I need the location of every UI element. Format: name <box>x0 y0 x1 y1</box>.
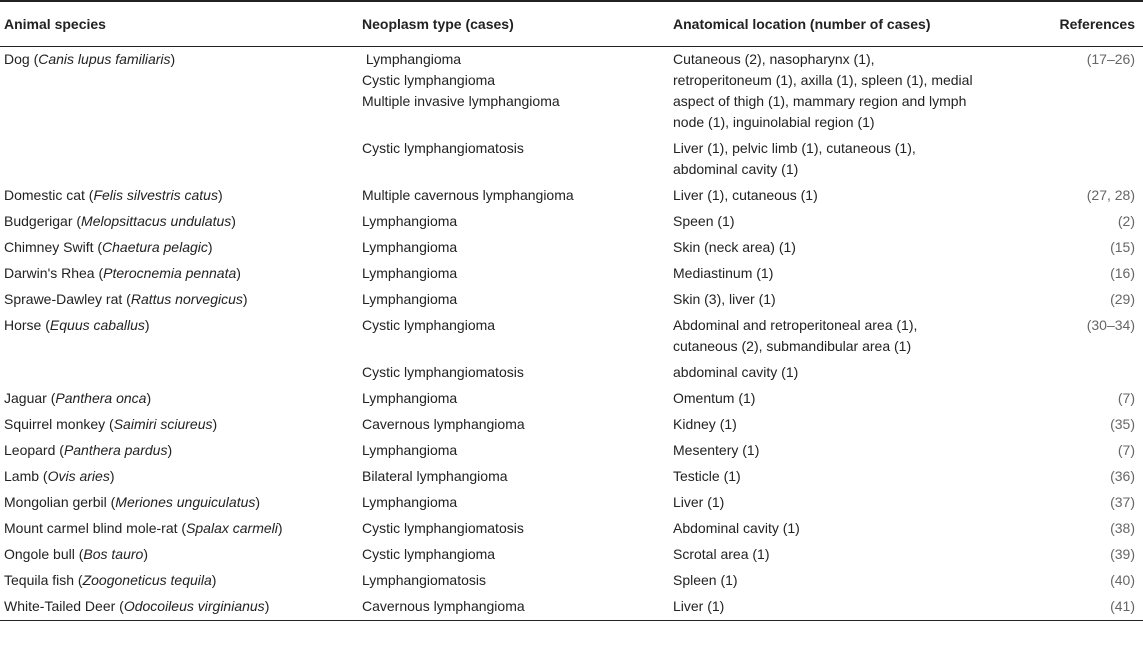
table-row <box>0 47 1143 137</box>
species-close-paren: ) <box>255 494 261 510</box>
species-common-name: Chimney Swift ( <box>4 239 103 255</box>
neoplasm-line: Lymphangioma <box>362 213 458 229</box>
species-close-paren: ) <box>277 520 283 536</box>
location-cell <box>669 235 1017 261</box>
header-location: Anatomical location (number of cases) <box>669 1 1017 47</box>
table-row <box>0 438 1143 464</box>
neoplasm-line: Lymphangioma <box>362 291 458 307</box>
location-cell <box>669 386 1017 412</box>
species-close-paren: ) <box>143 546 148 562</box>
neoplasm-cell <box>358 516 669 542</box>
table-row <box>0 568 1143 594</box>
species-close-paren: ) <box>207 239 213 255</box>
neoplasm-cell <box>358 568 669 594</box>
reference-cell[interactable]: (40) <box>1110 572 1135 588</box>
location-cell <box>669 360 1017 386</box>
species-close-paren: ) <box>212 416 218 432</box>
species-common-name: Jaguar ( <box>4 390 56 406</box>
species-name <box>4 468 114 484</box>
reference-cell[interactable]: (29) <box>1110 291 1135 307</box>
location-cell <box>669 412 1017 438</box>
location-line: abdominal cavity (1) <box>673 161 799 177</box>
species-cell <box>0 287 358 313</box>
location-line: Speen (1) <box>673 213 735 229</box>
species-close-paren: ) <box>146 390 152 406</box>
reference-cell[interactable]: (41) <box>1017 594 1143 621</box>
reference-cell[interactable]: (35) <box>1110 416 1135 432</box>
header-references: References <box>1017 1 1143 47</box>
neoplasm-line: Cavernous lymphangioma <box>362 416 525 432</box>
reference-cell[interactable]: (17–26) <box>1086 51 1135 67</box>
location-cell <box>669 464 1017 490</box>
neoplasm-cell <box>358 594 669 621</box>
species-common-name: Dog ( <box>4 51 39 67</box>
species-close-paren: ) <box>242 291 248 307</box>
reference-cell[interactable]: (27, 28) <box>1086 187 1135 203</box>
table-row <box>0 183 1143 209</box>
location-line: Abdominal and retroperitoneal area (1), <box>673 317 918 333</box>
species-common-name: Mongolian gerbil ( <box>4 494 116 510</box>
location-cell <box>669 183 1017 209</box>
species-name <box>4 265 241 281</box>
neoplasm-line: Lymphangioma <box>362 265 458 281</box>
species-close-paren: ) <box>144 317 150 333</box>
reference-cell[interactable] <box>1017 360 1143 386</box>
table-body <box>0 47 1143 621</box>
species-name <box>4 572 216 588</box>
species-scientific-name: Meriones unguiculatus <box>115 494 256 510</box>
neoplasm-cell <box>358 360 669 386</box>
location-line: Mesentery (1) <box>673 442 760 458</box>
species-scientific-name: Chaetura pelagic <box>102 239 208 255</box>
neoplasm-cell <box>358 464 669 490</box>
species-scientific-name: Melopsittacus undulatus <box>81 213 232 229</box>
location-cell <box>669 516 1017 542</box>
species-name <box>4 239 213 255</box>
table-row <box>0 464 1143 490</box>
location-line: cutaneous (2), submandibular area (1) <box>673 338 912 354</box>
species-close-paren: ) <box>170 51 176 67</box>
species-cell <box>0 360 358 386</box>
location-line: Skin (neck area) (1) <box>673 239 796 255</box>
neoplasm-line: Lymphangioma <box>362 494 458 510</box>
species-name <box>4 51 175 67</box>
species-cell <box>0 464 358 490</box>
neoplasm-cell <box>358 235 669 261</box>
neoplasm-cell <box>358 412 669 438</box>
location-cell <box>669 287 1017 313</box>
neoplasm-line: Cystic lymphangioma <box>362 546 496 562</box>
location-line: Skin (3), liver (1) <box>673 291 776 307</box>
species-common-name: Tequila fish ( <box>4 572 83 588</box>
species-cell <box>0 594 358 621</box>
reference-cell[interactable]: (30–34) <box>1086 317 1135 333</box>
location-cell <box>669 568 1017 594</box>
neoplasm-line: Lymphangioma <box>362 239 458 255</box>
species-cell <box>0 261 358 287</box>
species-scientific-name: Felis silvestris catus <box>93 187 218 203</box>
species-scientific-name: Canis lupus familiaris <box>38 51 171 67</box>
location-line: Testicle (1) <box>673 468 741 484</box>
table-row <box>0 594 1143 621</box>
species-cell <box>0 516 358 542</box>
location-cell <box>669 136 1017 183</box>
species-cell <box>0 47 358 137</box>
location-line: Kidney (1) <box>673 416 737 432</box>
table-row <box>0 313 1143 360</box>
species-common-name: Sprawe-Dawley rat ( <box>4 291 131 307</box>
neoplasm-line: Cystic lymphangiomatosis <box>362 520 524 536</box>
table-row <box>0 235 1143 261</box>
species-close-paren: ) <box>231 213 236 229</box>
reference-cell[interactable] <box>1017 136 1143 183</box>
location-cell <box>669 209 1017 235</box>
reference-cell[interactable]: (7) <box>1117 390 1135 406</box>
location-line: Liver (1) <box>673 598 725 614</box>
neoplasm-cell <box>358 386 669 412</box>
species-close-paren: ) <box>109 468 115 484</box>
location-line: Omentum (1) <box>673 390 756 406</box>
species-common-name: White-Tailed Deer ( <box>4 598 124 614</box>
reference-cell[interactable]: (7) <box>1117 442 1135 458</box>
location-cell <box>669 542 1017 568</box>
neoplasm-line: Bilateral lymphangioma <box>362 468 508 484</box>
table-row <box>0 360 1143 386</box>
location-cell <box>669 438 1017 464</box>
species-scientific-name: Odocoileus virginianus <box>123 598 265 614</box>
neoplasm-cell <box>358 490 669 516</box>
species-cell <box>0 568 358 594</box>
species-name <box>4 213 236 229</box>
species-common-name: Mount carmel blind mole-rat ( <box>4 520 187 536</box>
species-name <box>4 520 283 536</box>
neoplasm-cell <box>358 136 669 183</box>
neoplasm-cell <box>358 183 669 209</box>
neoplasm-cell <box>358 287 669 313</box>
species-name <box>4 390 151 406</box>
reference-cell[interactable]: (16) <box>1110 265 1135 281</box>
species-common-name: Lamb ( <box>4 468 48 484</box>
species-scientific-name: Panthera pardus <box>63 442 168 458</box>
species-close-paren: ) <box>264 598 270 614</box>
species-name <box>4 598 269 614</box>
neoplasm-line: Cystic lymphangioma <box>362 317 496 333</box>
table-row <box>0 542 1143 568</box>
reference-cell[interactable]: (38) <box>1110 520 1135 536</box>
location-line: Mediastinum (1) <box>673 265 774 281</box>
species-cell <box>0 386 358 412</box>
species-cell <box>0 313 358 360</box>
table-row <box>0 136 1143 183</box>
table-row <box>0 516 1143 542</box>
header-species: Animal species <box>0 1 358 47</box>
neoplasm-cell <box>358 209 669 235</box>
neoplasm-line: Lymphangioma <box>362 390 458 406</box>
species-cell <box>0 209 358 235</box>
species-cell <box>0 235 358 261</box>
species-common-name: Squirrel monkey ( <box>4 416 114 432</box>
neoplasm-cell <box>358 313 669 360</box>
species-common-name: Darwin's Rhea ( <box>4 265 104 281</box>
reference-cell[interactable]: (39) <box>1110 546 1135 562</box>
species-scientific-name: Spalax carmeli <box>186 520 278 536</box>
species-close-paren: ) <box>236 265 241 281</box>
neoplasm-line: Lymphangioma <box>362 442 458 458</box>
species-cell <box>0 412 358 438</box>
location-line: Liver (1), cutaneous (1) <box>673 187 818 203</box>
species-scientific-name: Rattus norvegicus <box>130 291 243 307</box>
location-line: Liver (1) <box>673 494 725 510</box>
location-line: Abdominal cavity (1) <box>673 520 800 536</box>
species-scientific-name: Saimiri sciureus <box>113 416 213 432</box>
reference-cell[interactable]: (2) <box>1117 213 1135 229</box>
location-line: Scrotal area (1) <box>673 546 770 562</box>
species-common-name: Domestic cat ( <box>4 187 94 203</box>
neoplasm-cell <box>358 542 669 568</box>
location-cell <box>669 313 1017 360</box>
species-name <box>4 416 217 432</box>
reference-cell[interactable]: (15) <box>1110 239 1135 255</box>
species-cell <box>0 542 358 568</box>
table-row <box>0 287 1143 313</box>
neoplasm-line: Cystic lymphangiomatosis <box>362 364 524 380</box>
species-common-name: Horse ( <box>4 317 50 333</box>
table-row <box>0 490 1143 516</box>
location-line: abdominal cavity (1) <box>673 364 799 380</box>
neoplasm-line: Multiple invasive lymphangioma <box>362 93 560 109</box>
location-cell <box>669 261 1017 287</box>
location-cell <box>669 47 1017 137</box>
species-name <box>4 291 248 307</box>
species-scientific-name: Panthera onca <box>55 390 147 406</box>
location-line: Cutaneous (2), nasopharynx (1), <box>673 51 875 67</box>
location-line: retroperitoneum (1), axilla (1), spleen (1), medial <box>673 72 973 88</box>
neoplasm-line: Cavernous lymphangioma <box>362 598 525 614</box>
reference-cell[interactable]: (36) <box>1110 468 1135 484</box>
species-name <box>4 494 260 510</box>
species-name <box>4 187 223 203</box>
location-line: Spleen (1) <box>673 572 738 588</box>
species-name <box>4 442 172 458</box>
species-scientific-name: Ovis aries <box>47 468 110 484</box>
table-row <box>0 261 1143 287</box>
species-common-name: Ongole bull ( <box>4 546 84 562</box>
species-scientific-name: Zoogoneticus tequila <box>82 572 212 588</box>
location-line: node (1), inguinolabial region (1) <box>673 114 875 130</box>
species-cell <box>0 183 358 209</box>
species-cell <box>0 136 358 183</box>
table-row <box>0 209 1143 235</box>
neoplasm-line: Cystic lymphangiomatosis <box>362 140 524 156</box>
species-scientific-name: Equus caballus <box>49 317 145 333</box>
table-row <box>0 386 1143 412</box>
table-row <box>0 412 1143 438</box>
species-scientific-name: Bos tauro <box>83 546 144 562</box>
species-cell <box>0 490 358 516</box>
species-close-paren: ) <box>167 442 173 458</box>
neoplasm-cell <box>358 438 669 464</box>
species-name <box>4 546 148 562</box>
species-scientific-name: Pterocnemia pennata <box>103 265 237 281</box>
species-cell <box>0 438 358 464</box>
neoplasm-line: Cystic lymphangioma <box>362 72 496 88</box>
neoplasm-line: Lymphangiomatosis <box>362 572 486 588</box>
location-cell <box>669 594 1017 621</box>
species-name <box>4 317 150 333</box>
species-common-name: Leopard ( <box>4 442 64 458</box>
species-common-name: Budgerigar ( <box>4 213 82 229</box>
header-neoplasm: Neoplasm type (cases) <box>358 1 669 47</box>
location-cell <box>669 490 1017 516</box>
location-line: aspect of thigh (1), mammary region and lymph <box>673 93 967 109</box>
location-line: Liver (1), pelvic limb (1), cutaneous (1), <box>673 140 916 156</box>
neoplasm-line: Multiple cavernous lymphangioma <box>362 187 574 203</box>
species-close-paren: ) <box>217 187 223 203</box>
neoplasm-cell <box>358 261 669 287</box>
species-close-paren: ) <box>211 572 217 588</box>
neoplasm-line: Lymphangioma <box>362 51 462 67</box>
header-row <box>0 1 1143 47</box>
reference-cell[interactable]: (37) <box>1110 494 1135 510</box>
neoplasm-cell <box>358 47 669 137</box>
